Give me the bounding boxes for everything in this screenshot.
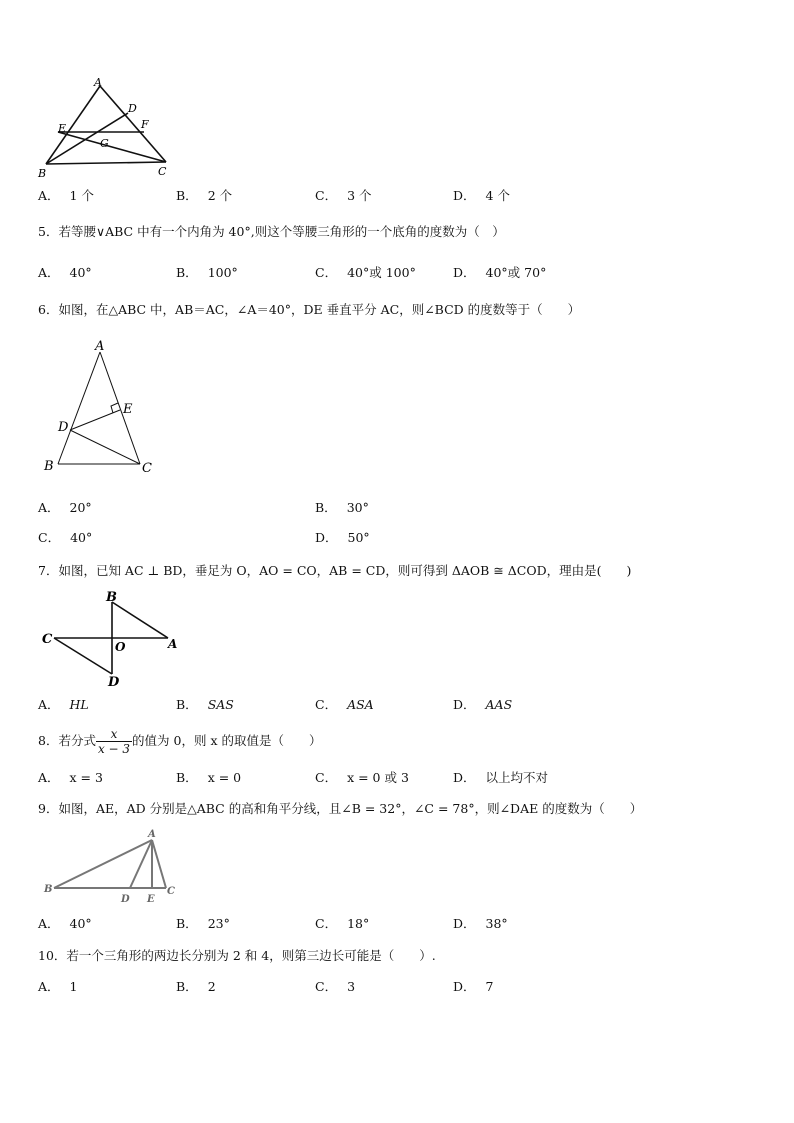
q8-stem-prefix: 8．若分式 bbox=[38, 733, 96, 748]
q10-option-a[interactable] bbox=[38, 979, 77, 995]
q7-option-b[interactable] bbox=[176, 697, 234, 713]
q7-option-c-text: ASA bbox=[347, 697, 374, 712]
q8-option-c[interactable] bbox=[315, 770, 409, 786]
q4-option-d-key: D． bbox=[453, 188, 476, 203]
q5-option-b[interactable] bbox=[176, 265, 238, 281]
q6-label-c: C bbox=[142, 461, 152, 476]
q4-option-a-text: 1 个 bbox=[69, 188, 94, 203]
q5-option-a-key: A． bbox=[38, 265, 60, 280]
q8-stem-suffix: 的值为 0，则 x 的取值是（ ） bbox=[132, 733, 322, 748]
q5-option-d[interactable] bbox=[453, 265, 546, 281]
q7-option-d[interactable] bbox=[453, 697, 512, 713]
q4-label-a: A bbox=[94, 76, 102, 89]
q6-option-d[interactable] bbox=[315, 530, 370, 546]
q9-option-c-key: C． bbox=[315, 916, 338, 931]
q5-option-c-text: 40°或 100° bbox=[347, 265, 416, 280]
q7-option-b-text: SAS bbox=[207, 697, 234, 712]
q8-stem bbox=[38, 722, 321, 760]
q8-option-c-text: x = 0 或 3 bbox=[347, 770, 409, 785]
q4-label-e: E bbox=[58, 122, 67, 135]
q4-option-a-key: A． bbox=[38, 188, 60, 203]
q9-option-a-text: 40° bbox=[69, 916, 92, 931]
q10-option-d-text: 7 bbox=[485, 979, 494, 994]
q7-option-a-key: A． bbox=[38, 697, 60, 712]
q6-label-a: A bbox=[95, 339, 105, 354]
q4-option-c-key: C． bbox=[315, 188, 338, 203]
q8-fraction bbox=[96, 727, 132, 756]
q10-option-d[interactable] bbox=[453, 979, 493, 995]
q9-label-a: A bbox=[148, 829, 156, 840]
q10-option-b-key: B． bbox=[176, 979, 198, 994]
q6-option-a-key: A． bbox=[38, 500, 60, 515]
q4-label-f: F bbox=[141, 118, 149, 131]
q8-option-a[interactable] bbox=[38, 770, 103, 786]
q7-label-b: B bbox=[106, 590, 117, 605]
q10-option-a-text: 1 bbox=[69, 979, 78, 994]
q5-stem: 5．若等腰∨ABC 中有一个内角为 40°,则这个等腰三角形的一个底角的度数为（ ） bbox=[38, 224, 505, 239]
q4-label-c: C bbox=[158, 165, 167, 178]
q7-option-a-text: HL bbox=[69, 697, 89, 712]
q10-option-b-text: 2 bbox=[207, 979, 216, 994]
q9-label-e: E bbox=[147, 894, 155, 905]
q7-option-b-key: B． bbox=[176, 697, 198, 712]
q9-option-a[interactable] bbox=[38, 916, 92, 932]
q9-label-c: C bbox=[167, 886, 175, 897]
q6-stem: 6．如图，在△ABC 中，AB＝AC，∠A＝40°，DE 垂直平分 AC，则∠BCD 的度数等于（ ） bbox=[38, 302, 581, 317]
q7-label-o: O bbox=[115, 640, 126, 654]
q8-fraction-numerator: x bbox=[96, 727, 132, 742]
q5-option-c-key: C． bbox=[315, 265, 338, 280]
q7-option-d-text: AAS bbox=[485, 697, 513, 712]
q5-option-a-text: 40° bbox=[69, 265, 92, 280]
q9-option-d[interactable] bbox=[453, 916, 508, 932]
q9-option-b-key: B． bbox=[176, 916, 198, 931]
q6-option-d-key: D． bbox=[315, 530, 338, 545]
q6-option-b-text: 30° bbox=[346, 500, 369, 515]
q6-option-c[interactable] bbox=[38, 530, 92, 546]
q6-option-b[interactable] bbox=[315, 500, 369, 516]
q5-option-b-text: 100° bbox=[207, 265, 238, 280]
q7-option-d-key: D． bbox=[453, 697, 476, 712]
q9-option-c[interactable] bbox=[315, 916, 369, 932]
q6-option-c-key: C． bbox=[38, 530, 61, 545]
q6-label-b: B bbox=[44, 459, 54, 474]
q7-label-a: A bbox=[168, 637, 178, 651]
q10-option-d-key: D． bbox=[453, 979, 476, 994]
q4-option-c-text: 3 个 bbox=[347, 188, 372, 203]
q10-option-c-text: 3 bbox=[347, 979, 356, 994]
q7-stem: 7．如图，已知 AC ⊥ BD，垂足为 O，AO = CO，AB = CD，则可得到 ΔAOB ≅ ΔCOD，理由是( ) bbox=[38, 563, 632, 578]
q6-option-d-text: 50° bbox=[347, 530, 370, 545]
q10-stem: 10．若一个三角形的两边长分别为 2 和 4，则第三边长可能是（ ）. bbox=[38, 948, 436, 963]
q4-option-a[interactable] bbox=[38, 188, 94, 204]
q4-option-b[interactable] bbox=[176, 188, 232, 204]
q9-option-d-key: D． bbox=[453, 916, 476, 931]
q6-option-c-text: 40° bbox=[70, 530, 93, 545]
q9-figure bbox=[40, 828, 185, 906]
q8-option-a-text: x = 3 bbox=[69, 770, 103, 785]
q4-option-b-key: B． bbox=[176, 188, 198, 203]
q5-option-d-key: D． bbox=[453, 265, 476, 280]
q4-option-d[interactable] bbox=[453, 188, 510, 204]
q6-figure bbox=[40, 338, 160, 478]
q8-option-a-key: A． bbox=[38, 770, 60, 785]
q8-option-c-key: C． bbox=[315, 770, 338, 785]
q10-option-c-key: C． bbox=[315, 979, 338, 994]
q4-option-b-text: 2 个 bbox=[207, 188, 233, 203]
q5-option-d-text: 40°或 70° bbox=[485, 265, 547, 280]
q9-stem: 9．如图，AE，AD 分别是△ABC 的高和角平分线，且∠B = 32°，∠C = 78°，则∠DAE 的度数为（ ） bbox=[38, 801, 643, 816]
q8-option-d[interactable] bbox=[453, 770, 548, 786]
q9-label-d: D bbox=[121, 894, 130, 905]
q8-option-b[interactable] bbox=[176, 770, 241, 786]
q9-option-c-text: 18° bbox=[347, 916, 370, 931]
q6-option-a-text: 20° bbox=[69, 500, 92, 515]
q7-option-c[interactable] bbox=[315, 697, 374, 713]
q4-option-c[interactable] bbox=[315, 188, 372, 204]
q9-option-d-text: 38° bbox=[485, 916, 508, 931]
q5-option-c[interactable] bbox=[315, 265, 416, 281]
q7-figure bbox=[38, 588, 188, 688]
q10-option-b[interactable] bbox=[176, 979, 216, 995]
q7-option-a[interactable] bbox=[38, 697, 89, 713]
q4-label-g: G bbox=[100, 137, 109, 150]
q9-option-b-text: 23° bbox=[207, 916, 230, 931]
q8-option-b-key: B． bbox=[176, 770, 198, 785]
q9-option-a-key: A． bbox=[38, 916, 60, 931]
q6-label-d: D bbox=[58, 420, 69, 435]
q8-fraction-denominator: x − 3 bbox=[97, 742, 131, 756]
q9-label-b: B bbox=[44, 884, 53, 895]
q8-option-b-text: x = 0 bbox=[207, 770, 242, 785]
q4-option-d-text: 4 个 bbox=[485, 188, 510, 203]
q8-option-d-key: D． bbox=[453, 770, 476, 785]
q8-option-d-text: 以上均不对 bbox=[485, 770, 549, 785]
q4-label-b: B bbox=[38, 167, 47, 180]
q9-option-b[interactable] bbox=[176, 916, 230, 932]
q10-option-a-key: A． bbox=[38, 979, 60, 994]
q5-option-b-key: B． bbox=[176, 265, 198, 280]
q7-label-c: C bbox=[42, 632, 53, 647]
q7-label-d: D bbox=[108, 675, 120, 688]
q6-option-a[interactable] bbox=[38, 500, 92, 516]
q7-option-c-key: C． bbox=[315, 697, 338, 712]
q10-option-c[interactable] bbox=[315, 979, 355, 995]
q4-label-d: D bbox=[128, 102, 137, 115]
q4-figure bbox=[36, 76, 176, 181]
q6-option-b-key: B． bbox=[315, 500, 337, 515]
q6-label-e: E bbox=[123, 402, 133, 417]
q5-option-a[interactable] bbox=[38, 265, 92, 281]
